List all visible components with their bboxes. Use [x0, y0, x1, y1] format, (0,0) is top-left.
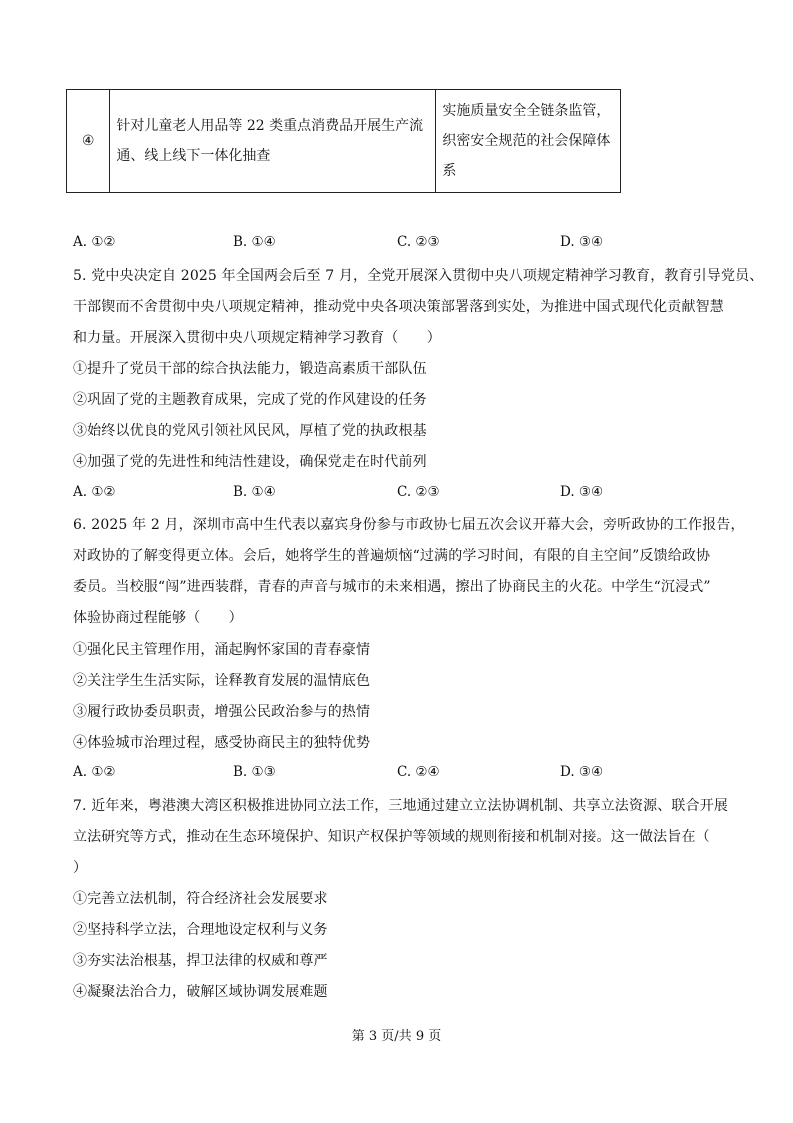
choice-b[interactable]: B. ①④	[233, 234, 276, 250]
q7-stem-line: 7. 近年来，粤港澳大湾区积极推进协同立法工作，三地通过建立立法协调机制、共享立法资源、联合开展	[73, 798, 729, 814]
q5-option: ②巩固了党的主题教育成果，完成了党的作风建设的任务	[73, 392, 427, 408]
q6-stem-line: 体验协商过程能够（ ）	[73, 610, 243, 626]
q5-choices	[73, 484, 633, 504]
q5-stem-line: 干部锲而不舍贯彻中央八项规定精神，推动党中央各项决策部署落到实处，为推进中国式现代化贡献智慧	[73, 299, 724, 315]
table-row	[67, 90, 621, 193]
choice-c[interactable]: C. ②③	[397, 484, 440, 500]
choice-d[interactable]: D. ③④	[560, 484, 604, 500]
q7-option: ①完善立法机制，符合经济社会发展要求	[73, 891, 328, 907]
page-footer: 第 3 页/共 9 页	[351, 1029, 442, 1044]
choice-c[interactable]: C. ②④	[397, 764, 440, 780]
q5-option: ④加强了党的先进性和纯洁性建设，确保党走在时代前列	[73, 454, 427, 470]
choice-b[interactable]: B. ①④	[233, 484, 276, 500]
effect-line: 实施质量安全全链条监管，	[442, 103, 611, 119]
q6-stem-line: 6. 2025 年 2 月，深圳市高中生代表以嘉宾身份参与市政协七届五次会议开幕大会，旁听政协的工作报告，	[73, 517, 745, 533]
q5-option: ③始终以优良的党风引领社风民风，厚植了党的执政根基	[73, 423, 427, 439]
effect-line: 系	[442, 163, 457, 179]
choice-c[interactable]: C. ②③	[397, 234, 440, 250]
q7-option: ②坚持科学立法，合理地设定权利与义务	[73, 922, 328, 938]
q6-option: ④体验城市治理过程，感受协商民主的独特优势	[73, 735, 371, 751]
measure-cell	[110, 90, 436, 193]
q6-option: ①强化民主管理作用，涌起胸怀家国的青春豪情	[73, 642, 371, 658]
q6-option: ③履行政协委员职责，增强公民政治参与的热情	[73, 704, 371, 720]
choice-b[interactable]: B. ①③	[233, 764, 276, 780]
choice-d[interactable]: D. ③④	[560, 764, 604, 780]
effect-cell	[436, 90, 621, 193]
choice-a[interactable]: A. ①②	[73, 764, 116, 780]
q6-stem-line: 对政协的了解变得更立体。会后，她将学生的普遍烦恼“过满的学习时间，有限的自主空间”反馈给政协	[73, 548, 711, 564]
q5-option: ①提升了党员干部的综合执法能力，锻造高素质干部队伍	[73, 361, 427, 377]
effect-line: 织密安全规范的社会保障体	[442, 133, 611, 149]
q7-option: ④凝聚法治合力，破解区域协调发展难题	[73, 984, 328, 1000]
choice-a[interactable]: A. ①②	[73, 484, 116, 500]
q7-option: ③夯实法治根基，捍卫法律的权威和尊严	[73, 953, 328, 969]
row-number: ④	[67, 90, 110, 193]
q5-stem-line: 和力量。开展深入贯彻中央八项规定精神学习教育（ ）	[73, 330, 441, 346]
options-table	[66, 89, 621, 193]
q6-choices	[73, 764, 633, 784]
q5-stem-line: 5. 党中央决定自 2025 年全国两会后至 7 月，全党开展深入贯彻中央八项规定精神学习教育，教育引导党员、	[73, 268, 764, 284]
q7-stem-line: 立法研究等方式，推动在生态环境保护、知识产权保护等领域的规则衔接和机制对接。这一做法旨在（	[73, 829, 710, 845]
choice-a[interactable]: A. ①②	[73, 234, 116, 250]
measure-line: 针对儿童老人用品等 22 类重点消费品开展生产流	[116, 118, 424, 134]
choice-d[interactable]: D. ③④	[560, 234, 604, 250]
q4-choices	[73, 234, 633, 254]
q6-stem-line: 委员。当校服“闯”进西装群，青春的声音与城市的未来相遇，擦出了协商民主的火花。中学生“沉浸式”	[73, 579, 711, 595]
q6-option: ②关注学生生活实际，诠释教育发展的温情底色	[73, 673, 371, 689]
measure-line: 通、线上线下一体化抽查	[116, 148, 271, 164]
q7-stem-line: ）	[73, 860, 88, 876]
